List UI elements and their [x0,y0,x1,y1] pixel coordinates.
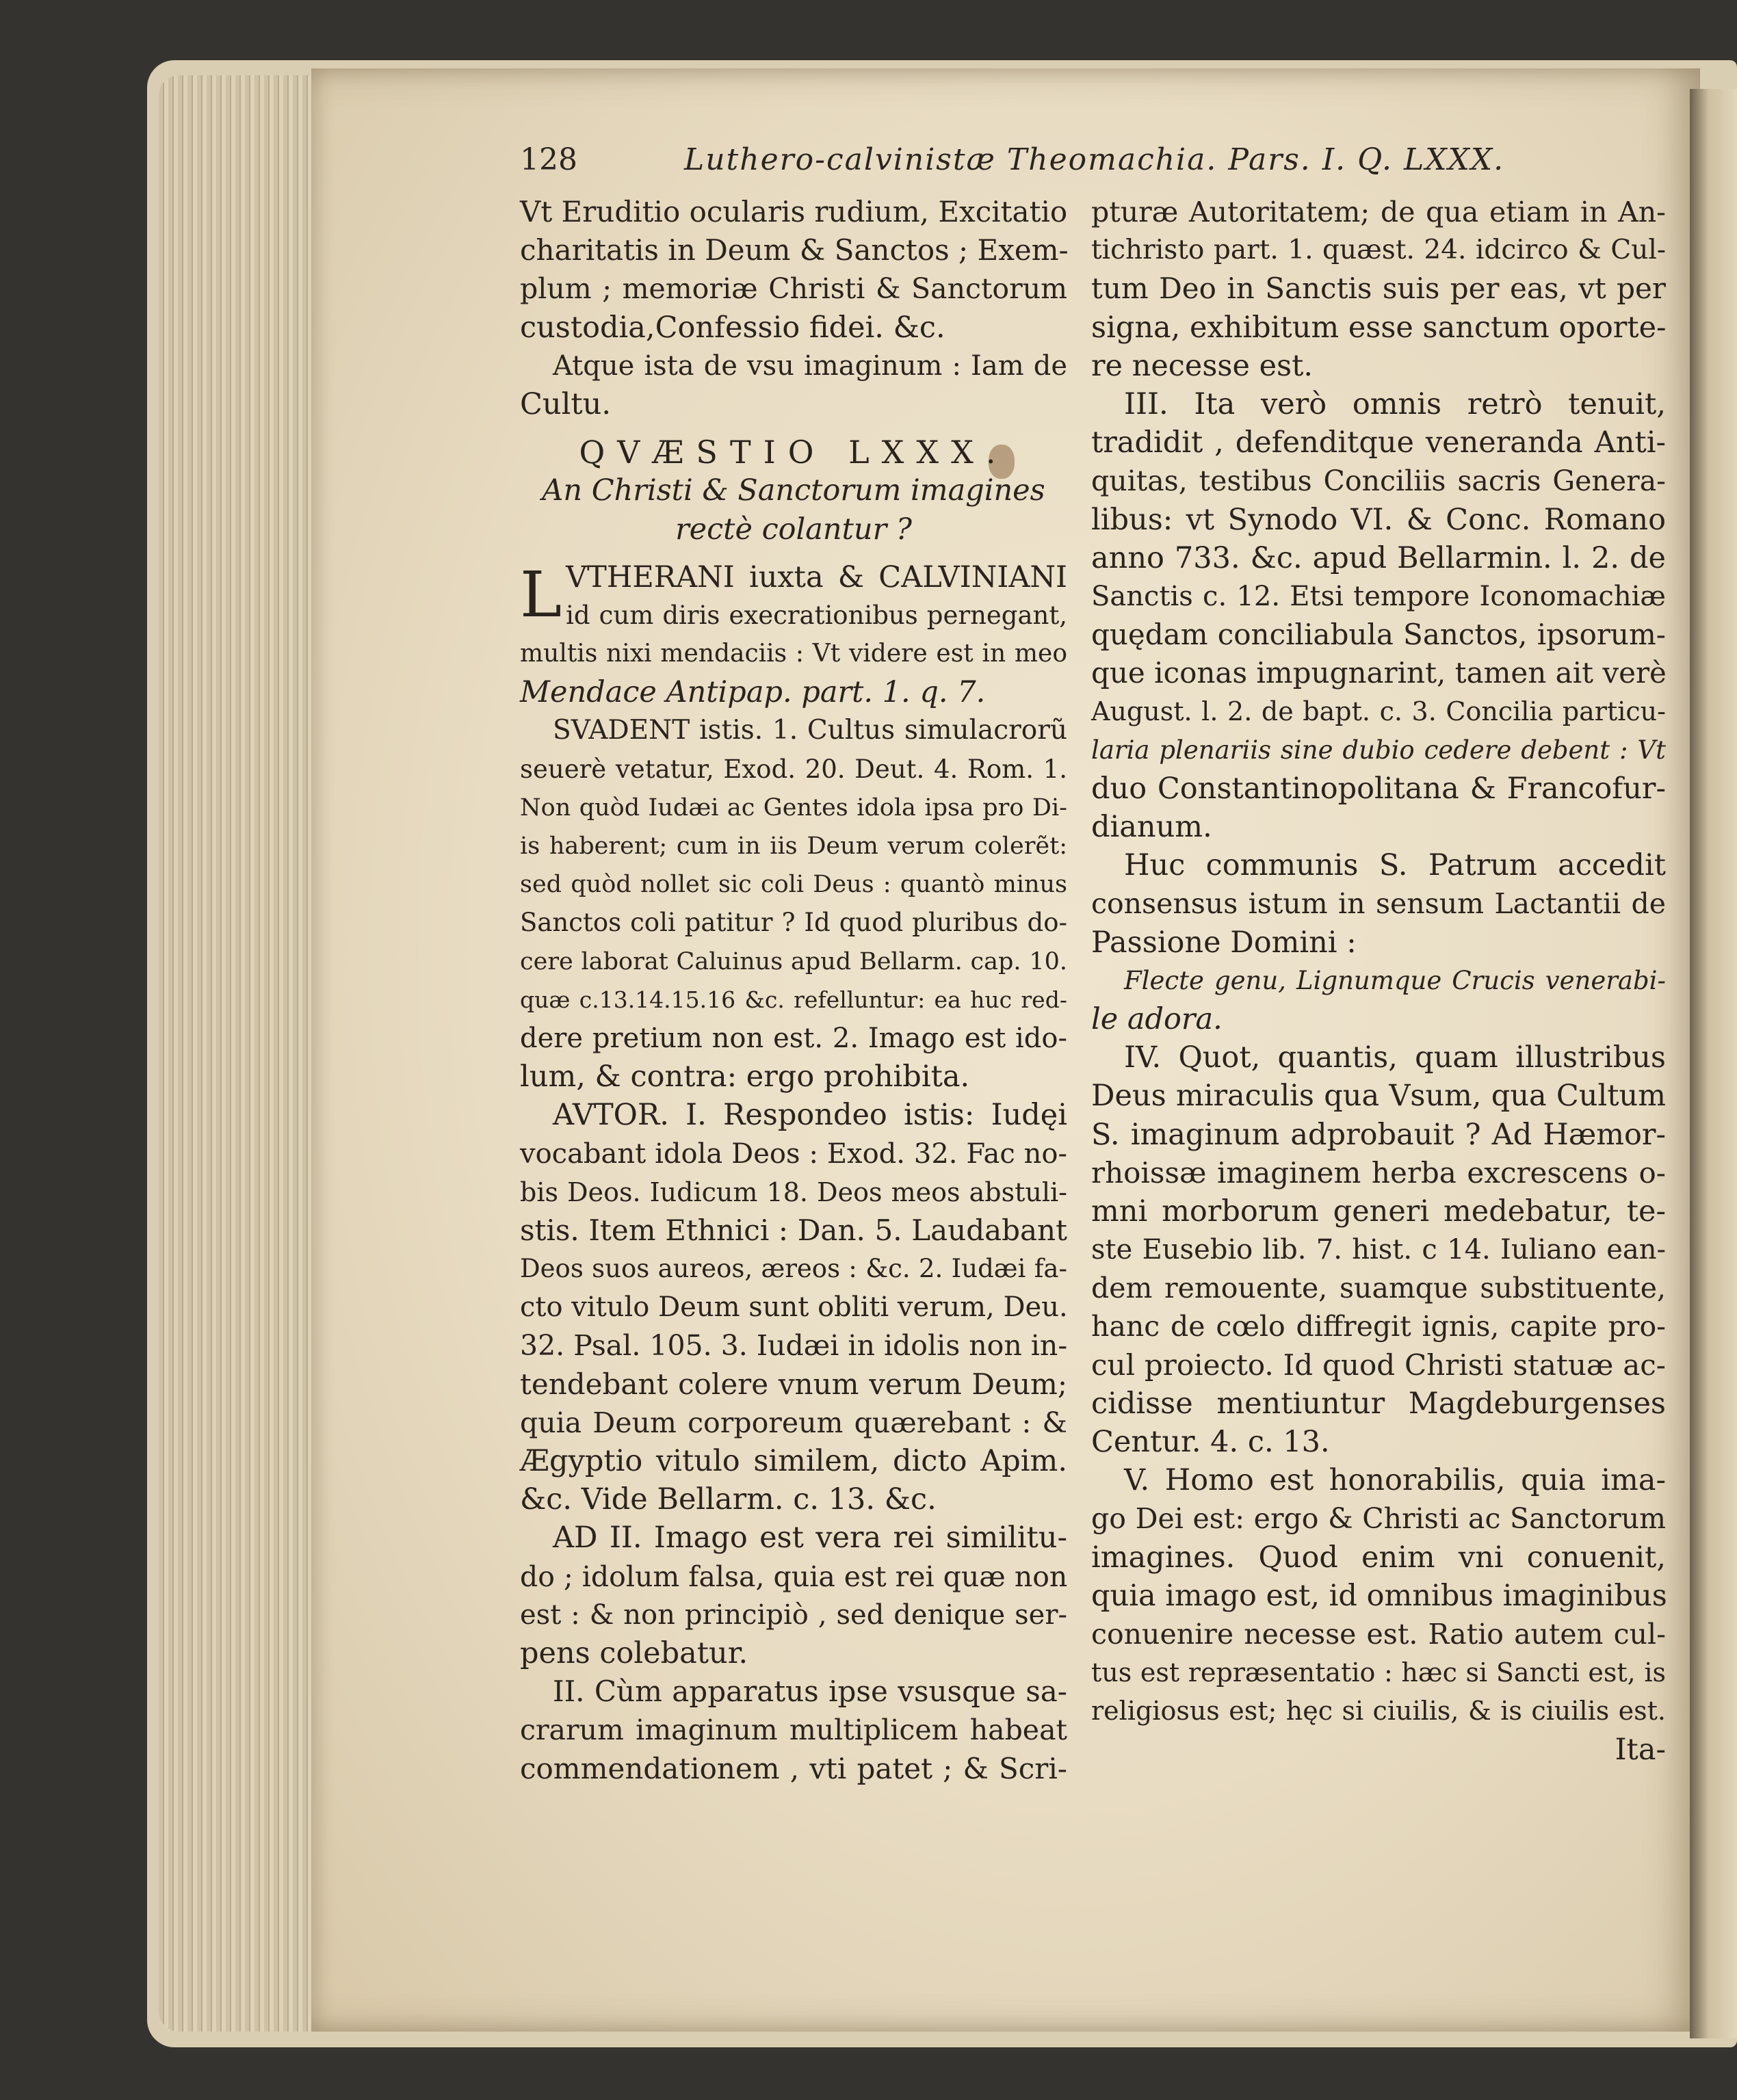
text-line: tendebant colere vnum verum Deum; [520,1367,1067,1401]
text-line: consensus istum in sensum Lactantii de [1091,887,1666,921]
text-line: Sanctis c. 12. Etsi tempore Iconomachiæ [1091,580,1666,612]
left-column [520,193,1067,1788]
running-title: Luthero-calvinistæ Theomachia. Pars. I. Q. LXXX. [684,142,1505,177]
text-line: quia imago est, id omnibus imaginibus [1091,1578,1667,1613]
text-line: id cum diris execrationibus pernegant, [566,600,1067,630]
text-line: II. Cùm apparatus ipse vsusque sa- [553,1675,1067,1709]
text-line: tus est repræsentatio : hæc si Sancti est, is [1091,1657,1666,1688]
text-line: cidisse mentiuntur Magdeburgenses [1091,1386,1666,1421]
text-line: pturæ Autoritatem; de qua etiam in An- [1091,196,1666,228]
text-line: le adora. [1091,1001,1223,1036]
question-title: An Christi & Sanctorum imagines [542,473,1045,508]
text-line: S. imaginum adprobauit ? Ad Hæmor- [1091,1117,1666,1152]
text-line: Mendace Antipap. part. 1. q. 7. [520,675,986,710]
text-line: SVADENT istis. 1. Cultus simulacrorũ [553,715,1067,746]
text-line: Deos suos aureos, æreos : &c. 2. Iudæi fa- [520,1254,1067,1284]
text-line: Atque ista de vsu imaginum : Iam de [553,350,1067,382]
text-line: tichristo part. 1. quæst. 24. idcirco & Cul- [1091,235,1666,266]
text-line: Passione Domini : [1091,925,1357,960]
text-line: ste Eusebio lib. 7. hist. c 14. Iuliano ean- [1091,1234,1666,1266]
text-line: quitas, testibus Conciliis sacris Genera- [1091,464,1666,498]
text-line: quia Deum corporeum quærebant : & [520,1406,1067,1439]
text-line: stis. Item Ethnici : Dan. 5. Laudabant [520,1213,1067,1247]
text-line: Centur. 4. c. 13. [1091,1425,1330,1459]
question-title: rectè colantur ? [675,512,912,547]
text-line: lum, & contra: ergo prohibita. [520,1060,970,1094]
text-line: bis Deos. Iudicum 18. Deos meos abstuli- [520,1177,1067,1207]
text-line: tum Deo in Sanctis suis per eas, vt per [1091,272,1666,306]
text-line: hanc de cœlo diffregit ignis, capite pro- [1091,1310,1666,1343]
text-line: cere laborat Caluinus apud Bellarm. cap. 10. [520,947,1067,975]
text-line: mni morborum generi medebatur, te- [1091,1194,1666,1229]
page-edges [159,75,319,2032]
text-line: IV. Quot, quantis, quam illustribus [1124,1040,1666,1075]
text-line: Sanctos coli patitur ? Id quod pluribus do- [520,908,1067,938]
drop-initial: L [520,557,562,631]
text-line: rhoissæ imaginem herba excrescens o- [1091,1155,1666,1190]
text-line: go Dei est: ergo & Christi ac Sanctorum [1091,1502,1666,1536]
text-line: religiosus est; hęc si ciuilis, & is ciuilis est. [1091,1696,1666,1727]
text-line: Vt Eruditio ocularis rudium, Excitatio [520,195,1068,228]
text-line: VTHERANI iuxta & CALVINIANI [566,560,1067,594]
text-line: AVTOR. I. Respondeo istis: Iudęi [553,1098,1067,1133]
text-line: laria plenariis sine dubio cedere debent : Vt [1091,735,1666,765]
text-line: charitatis in Deum & Sanctos ; Exem- [520,233,1069,267]
text-line: V. Homo est honorabilis, quia ima- [1124,1463,1666,1498]
running-head [520,142,1656,183]
text-line: tradidit , defenditque veneranda Anti- [1091,425,1666,460]
text-line: est : & non principiò , sed denique ser- [520,1599,1067,1631]
text-line: imagines. Quod enim vni conuenit, [1091,1540,1666,1575]
text-line: que iconas impugnarint, tamen ait verè [1091,656,1667,690]
text-line: Non quòd Iudæi ac Gentes idola ipsa pro Di- [520,793,1067,822]
text-line: multis nixi mendaciis : Vt videre est in meo [520,640,1067,668]
text-line: Flecte genu, Lignumque Crucis venerabi- [1124,965,1666,995]
text-line: signa, exhibitum esse sanctum oporte- [1091,310,1667,345]
text-line: pens colebatur. [520,1636,748,1670]
catchword: Ita- [1615,1732,1666,1767]
right-column [1091,193,1666,1769]
text-line: is haberent; cum in iis Deum verum colerẽt: [520,832,1067,860]
text-line: dere pretium non est. 2. Imago est ido- [520,1022,1067,1054]
text-line: libus: vt Synodo VI. & Conc. Romano [1091,502,1666,537]
text-line: quæ c.13.14.15.16 &c. refelluntur: ea huc red- [520,986,1067,1013]
text-line: sed quòd nollet sic coli Deus : quantò minus [520,871,1067,899]
text-line: Ægyptio vitulo similem, dicto Apim. [520,1444,1067,1478]
text-line: August. l. 2. de bapt. c. 3. Concilia particu- [1091,696,1666,727]
question-heading: QVÆSTIO LXXX. [579,434,1008,471]
text-line: plum ; memoriæ Christi & Sanctorum [520,272,1067,306]
text-line: III. Ita verò omnis retrò tenuit, [1124,386,1666,421]
text-line: 32. Psal. 105. 3. Iudæi in idolis non in- [520,1329,1068,1363]
text-line: AD II. Imago est vera rei similitu- [553,1521,1067,1556]
text-line: cul proiecto. Id quod Christi statuæ ac- [1091,1348,1666,1382]
text-line: Deus miraculis qua Vsum, qua Cultum [1091,1079,1666,1114]
text-line: dianum. [1091,810,1212,844]
page-number: 128 [520,142,577,177]
text-line: cto vitulo Deum sunt obliti verum, Deu. [520,1291,1068,1324]
text-line: seuerè vetatur, Exod. 20. Deut. 4. Rom. 1. [520,754,1067,784]
text-line: dem remouente, suamque substituente, [1091,1272,1666,1305]
text-line: duo Constantinopolitana & Francofur- [1091,771,1666,806]
text-line: do ; idolum falsa, quia est rei quæ non [520,1560,1068,1593]
text-line: custodia,Confessio fidei. &c. [520,310,945,345]
text-line: conuenire necesse est. Ratio autem cul- [1091,1617,1666,1651]
text-line: &c. Vide Bellarm. c. 13. &c. [520,1482,937,1517]
text-line: Huc communis S. Patrum accedit [1124,848,1666,883]
facing-page-edge [1690,89,1737,2038]
text-line: quędam conciliabula Sanctos, ipsorum- [1091,618,1666,652]
text-line: Cultu. [520,386,611,421]
text-line: re necesse est. [1091,348,1314,383]
text-line: anno 733. &c. apud Bellarmin. l. 2. de [1091,540,1666,575]
text-line: crarum imaginum multiplicem habeat [520,1714,1067,1747]
text-line: commendationem , vti patet ; & Scri- [520,1751,1067,1785]
text-line: vocabant idola Deos : Exod. 32. Fac no- [520,1138,1067,1170]
